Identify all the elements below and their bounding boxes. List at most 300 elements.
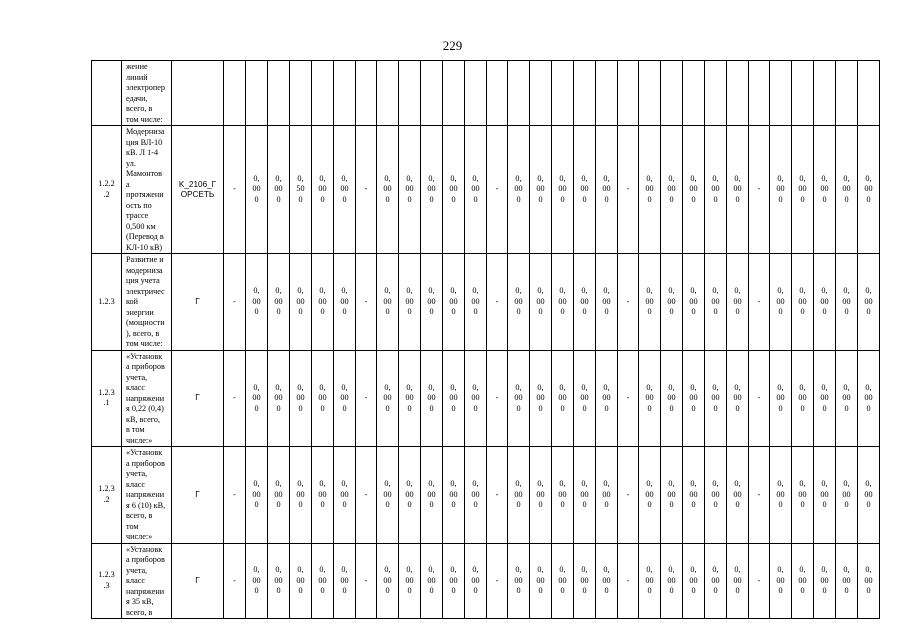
value-cell [770, 61, 792, 126]
value: 0, 00 0 [667, 565, 676, 595]
dash-cell: - [749, 254, 770, 351]
value: 0, 00 0 [318, 173, 327, 204]
value-cell [814, 350, 836, 447]
value: 0, 00 0 [842, 286, 851, 316]
value: 0, 00 0 [864, 382, 873, 413]
value-cell [639, 126, 661, 254]
value: 0, 00 0 [645, 286, 654, 316]
value-cell [552, 543, 574, 619]
value: 0, 00 0 [471, 479, 480, 509]
dash-cell: - [749, 350, 770, 447]
table-row [92, 447, 880, 544]
value-cell [574, 126, 596, 254]
value-cell [530, 61, 552, 126]
value: 0, 00 0 [427, 382, 436, 413]
value-cell [792, 126, 814, 254]
value-cell [836, 447, 858, 544]
value-cell [399, 254, 421, 351]
value-cell [552, 126, 574, 254]
dash-cell [749, 61, 770, 126]
dash-cell: - [749, 543, 770, 619]
row-description-cell [122, 350, 172, 447]
row-description: Развитие и модерниза ция учета электричес кой энергии (мощности ), всего, в том числе: [126, 255, 165, 348]
value-cell [443, 447, 465, 544]
value-cell [246, 61, 268, 126]
value: 0, 00 0 [536, 565, 545, 595]
value: 0, 00 0 [602, 565, 611, 595]
value: 0, 00 0 [798, 382, 807, 413]
dash-cell: - [487, 254, 508, 351]
value: 0, 00 0 [820, 382, 829, 413]
value-cell [377, 447, 399, 544]
value: 0, 00 0 [405, 286, 414, 316]
value-cell [312, 543, 334, 619]
value: 0, 00 0 [405, 382, 414, 413]
value-cell [246, 350, 268, 447]
investment-table-wrapper [91, 60, 880, 619]
value-cell [290, 447, 312, 544]
value: 0, 00 0 [645, 479, 654, 509]
value: 0, 00 0 [514, 565, 523, 595]
value: 0, 00 0 [318, 479, 327, 509]
value-cell [792, 543, 814, 619]
value: 0, 00 0 [842, 382, 851, 413]
value-cell [465, 126, 487, 254]
value: 0, 00 0 [383, 286, 392, 316]
dash-cell [487, 61, 508, 126]
value: 0, 00 0 [798, 565, 807, 595]
value: 0, 00 0 [383, 173, 392, 204]
dash-cell: - [356, 543, 377, 619]
value-cell [814, 61, 836, 126]
value-cell [596, 61, 618, 126]
value: 0, 00 0 [252, 565, 261, 595]
dash-cell: - [356, 350, 377, 447]
value: 0, 00 0 [798, 286, 807, 316]
value: 0, 00 0 [776, 382, 785, 413]
blank-dash-cell: - [224, 254, 246, 351]
value-cell [814, 254, 836, 351]
value-cell [552, 350, 574, 447]
row-description-cell [122, 126, 172, 254]
value: 0, 00 0 [798, 479, 807, 509]
value-cell [334, 61, 356, 126]
row-description: Модерниза ция ВЛ-10 кВ. Л 1-4 ул. Мамонтов а протяжени ость по трассе 0,500 км (Перевод в КЛ-10 кВ) [126, 127, 165, 252]
value-cell [727, 447, 749, 544]
value-cell [377, 61, 399, 126]
value-cell [574, 543, 596, 619]
value: 0, 00 0 [667, 479, 676, 509]
value-cell [705, 126, 727, 254]
page-number: 229 [442, 38, 463, 53]
value-cell [792, 254, 814, 351]
value: 0, 00 0 [536, 479, 545, 509]
value-cell [443, 350, 465, 447]
blank-dash-cell: - [224, 447, 246, 544]
value-cell [246, 254, 268, 351]
value: 0, 00 0 [471, 286, 480, 316]
dash-cell: - [618, 254, 639, 351]
value-cell [858, 61, 880, 126]
value: 0, 00 0 [820, 286, 829, 316]
value-cell [792, 447, 814, 544]
value: 0, 00 0 [340, 382, 349, 413]
value: 0, 00 0 [274, 173, 283, 204]
row-description-cell [122, 254, 172, 351]
value-cell [421, 543, 443, 619]
value: 0, 00 0 [471, 565, 480, 595]
row-description: «Установк а приборов учета, класс напряжени я 6 (10) кВ, всего, в том числе:» [126, 448, 166, 541]
value-cell [465, 254, 487, 351]
value-cell [312, 61, 334, 126]
value: 0, 00 0 [689, 382, 698, 413]
value: 0, 00 0 [864, 286, 873, 316]
value: 0, 00 0 [580, 382, 589, 413]
value-cell [639, 254, 661, 351]
value: 0, 00 0 [427, 173, 436, 204]
value-cell [312, 254, 334, 351]
value-cell [312, 350, 334, 447]
value-cell [530, 126, 552, 254]
value-cell [552, 254, 574, 351]
dash-cell: - [749, 447, 770, 544]
value-cell [596, 543, 618, 619]
value: 0, 00 0 [667, 382, 676, 413]
value: 0, 00 0 [427, 565, 436, 595]
value: 0, 00 0 [842, 565, 851, 595]
value: 0, 00 0 [842, 173, 851, 204]
value: 0, 00 0 [296, 479, 305, 509]
value-cell [246, 126, 268, 254]
row-index-cell: 1.2.2 .2 [92, 126, 122, 254]
value-cell [661, 254, 683, 351]
value-cell [377, 254, 399, 351]
value: 0, 00 0 [711, 479, 720, 509]
value-cell [399, 447, 421, 544]
value-cell [421, 254, 443, 351]
value-cell [508, 254, 530, 351]
value-cell [465, 350, 487, 447]
value: 0, 00 0 [711, 565, 720, 595]
value: 0, 00 0 [340, 286, 349, 316]
project-code-cell [172, 61, 224, 126]
value: 0, 00 0 [689, 479, 698, 509]
table-row [92, 254, 880, 351]
dash-cell: - [487, 447, 508, 544]
value: 0, 00 0 [558, 479, 567, 509]
value-cell [792, 61, 814, 126]
value-cell [574, 350, 596, 447]
value-cell [770, 126, 792, 254]
value-cell [268, 350, 290, 447]
value-cell [508, 447, 530, 544]
dash-cell: - [356, 447, 377, 544]
project-code-cell: Г [172, 350, 224, 447]
value-cell [770, 350, 792, 447]
value-cell [290, 350, 312, 447]
value: 0, 00 0 [689, 173, 698, 204]
table-row [92, 61, 880, 126]
value-cell [377, 126, 399, 254]
value: 0, 00 0 [602, 382, 611, 413]
value: 0, 00 0 [383, 479, 392, 509]
value-cell [727, 350, 749, 447]
value: 0, 00 0 [798, 173, 807, 204]
value: 0, 00 0 [776, 565, 785, 595]
value: 0, 00 0 [645, 173, 654, 204]
value-cell [268, 254, 290, 351]
value-cell [639, 447, 661, 544]
dash-cell: - [487, 543, 508, 619]
dash-cell: - [749, 126, 770, 254]
value-cell [399, 61, 421, 126]
row-description-cell [122, 543, 172, 619]
value-cell [268, 126, 290, 254]
value: 0, 00 0 [536, 173, 545, 204]
value: 0, 00 0 [558, 286, 567, 316]
value: 0, 00 0 [383, 382, 392, 413]
value: 0, 00 0 [274, 479, 283, 509]
blank-dash-cell: - [224, 543, 246, 619]
value-cell [814, 126, 836, 254]
row-index-cell: 1.2.3 .3 [92, 543, 122, 619]
value-cell [268, 447, 290, 544]
blank-dash-cell: - [224, 350, 246, 447]
value-cell [661, 126, 683, 254]
value-cell [858, 126, 880, 254]
value: 0, 00 0 [645, 382, 654, 413]
value: 0, 00 0 [296, 565, 305, 595]
value: 0, 00 0 [602, 286, 611, 316]
value-cell [443, 61, 465, 126]
value: 0, 00 0 [733, 565, 742, 595]
value-cell [399, 543, 421, 619]
value-cell [508, 543, 530, 619]
value: 0, 00 0 [820, 565, 829, 595]
value: 0, 00 0 [536, 382, 545, 413]
value: 0, 00 0 [405, 565, 414, 595]
project-code-cell: K_2106_Г ОРСЕТЬ [172, 126, 224, 254]
row-description: «Установк а приборов учета, класс напряжени я 0,22 (0,4) кВ, всего, в том числе:» [126, 351, 165, 445]
value-cell [683, 61, 705, 126]
value-cell [334, 254, 356, 351]
value-cell [727, 126, 749, 254]
value: 0, 00 0 [471, 173, 480, 204]
value: 0, 00 0 [776, 286, 785, 316]
dash-cell: - [618, 350, 639, 447]
value: 0, 00 0 [711, 173, 720, 204]
value-cell [268, 543, 290, 619]
value-cell [334, 126, 356, 254]
value: 0, 00 0 [667, 286, 676, 316]
value-cell [639, 61, 661, 126]
value-cell [661, 350, 683, 447]
value: 0, 00 0 [449, 286, 458, 316]
dash-cell: - [618, 447, 639, 544]
value: 0, 00 0 [318, 565, 327, 595]
table-body [92, 61, 880, 619]
project-code-cell: Г [172, 447, 224, 544]
value: 0, 00 0 [252, 173, 261, 204]
value-cell [421, 447, 443, 544]
value: 0, 00 0 [449, 565, 458, 595]
value-cell [574, 254, 596, 351]
row-description-cell [122, 447, 172, 544]
value-cell [596, 254, 618, 351]
value: 0, 00 0 [580, 286, 589, 316]
value: 0, 00 0 [252, 382, 261, 413]
value-cell [465, 543, 487, 619]
project-code-cell: Г [172, 254, 224, 351]
row-description: жение линий электропер едачи, всего, в том числе: [126, 62, 165, 124]
value-cell [246, 543, 268, 619]
value: 0, 00 0 [252, 286, 261, 316]
value: 0, 00 0 [318, 286, 327, 316]
value: 0, 00 0 [471, 382, 480, 413]
value-cell [770, 254, 792, 351]
value-cell [574, 61, 596, 126]
value: 0, 00 0 [820, 479, 829, 509]
value-cell [683, 254, 705, 351]
value: 0, 00 0 [733, 479, 742, 509]
value: 0, 00 0 [318, 382, 327, 413]
value-cell [530, 254, 552, 351]
value: 0, 00 0 [842, 479, 851, 509]
dash-cell: - [356, 126, 377, 254]
value: 0, 00 0 [514, 286, 523, 316]
value-cell [858, 447, 880, 544]
value-cell [727, 61, 749, 126]
dash-cell [356, 61, 377, 126]
value: 0, 00 0 [340, 479, 349, 509]
value-cell [508, 126, 530, 254]
value: 0, 00 0 [820, 173, 829, 204]
value: 0, 00 0 [733, 382, 742, 413]
value: 0, 00 0 [536, 286, 545, 316]
value-cell [814, 447, 836, 544]
value-cell [836, 543, 858, 619]
value: 0, 00 0 [711, 286, 720, 316]
value-cell [399, 126, 421, 254]
value: 0, 00 0 [602, 479, 611, 509]
dash-cell: - [618, 126, 639, 254]
value-cell [552, 61, 574, 126]
value-cell [312, 126, 334, 254]
value-cell [596, 350, 618, 447]
value: 0, 00 0 [689, 286, 698, 316]
value: 0, 00 0 [864, 479, 873, 509]
value: 0, 00 0 [864, 565, 873, 595]
value-cell [421, 350, 443, 447]
value-cell [770, 543, 792, 619]
value-cell [858, 350, 880, 447]
value-cell [814, 543, 836, 619]
value: 0, 00 0 [514, 382, 523, 413]
value-cell [661, 447, 683, 544]
value-cell [574, 447, 596, 544]
value-cell [508, 61, 530, 126]
value-cell [290, 126, 312, 254]
value-cell [334, 350, 356, 447]
value-cell [683, 126, 705, 254]
value-cell [705, 61, 727, 126]
value-cell [770, 447, 792, 544]
value: 0, 00 0 [427, 479, 436, 509]
value-cell [246, 447, 268, 544]
value-cell [268, 61, 290, 126]
value: 0, 00 0 [580, 565, 589, 595]
value: 0, 00 0 [580, 173, 589, 204]
value: 0, 00 0 [252, 479, 261, 509]
row-description: «Установк а приборов учета, класс напряжени я 35 кВ, всего, в [126, 544, 165, 617]
value: 0, 00 0 [558, 565, 567, 595]
value: 0, 00 0 [711, 382, 720, 413]
value-cell [683, 447, 705, 544]
value-cell [312, 447, 334, 544]
row-index-cell [92, 61, 122, 126]
value-cell [639, 543, 661, 619]
value-cell [530, 543, 552, 619]
value: 0, 00 0 [667, 173, 676, 204]
value: 0, 00 0 [689, 565, 698, 595]
value: 0, 50 0 [296, 173, 305, 204]
value: 0, 00 0 [776, 173, 785, 204]
row-index-cell: 1.2.3 .1 [92, 350, 122, 447]
value-cell [661, 543, 683, 619]
value-cell [836, 126, 858, 254]
dash-cell: - [487, 350, 508, 447]
value-cell [858, 543, 880, 619]
value-cell [290, 254, 312, 351]
value: 0, 00 0 [449, 382, 458, 413]
row-index-cell: 1.2.3 [92, 254, 122, 351]
value: 0, 00 0 [602, 173, 611, 204]
value-cell [858, 254, 880, 351]
value-cell [421, 61, 443, 126]
dash-cell: - [487, 126, 508, 254]
dash-cell [618, 61, 639, 126]
table-row [92, 126, 880, 254]
value-cell [705, 254, 727, 351]
value: 0, 00 0 [274, 565, 283, 595]
table-row [92, 350, 880, 447]
value: 0, 00 0 [274, 286, 283, 316]
value-cell [552, 447, 574, 544]
value: 0, 00 0 [580, 479, 589, 509]
value: 0, 00 0 [864, 173, 873, 204]
value-cell [377, 543, 399, 619]
value-cell [508, 350, 530, 447]
value-cell [596, 126, 618, 254]
value-cell [727, 543, 749, 619]
value-cell [705, 543, 727, 619]
value-cell [334, 543, 356, 619]
value-cell [836, 61, 858, 126]
value-cell [530, 447, 552, 544]
project-code-cell: Г [172, 543, 224, 619]
value: 0, 00 0 [296, 286, 305, 316]
value-cell [399, 350, 421, 447]
value-cell [639, 350, 661, 447]
value: 0, 00 0 [405, 173, 414, 204]
value: 0, 00 0 [449, 173, 458, 204]
value-cell [683, 543, 705, 619]
value: 0, 00 0 [449, 479, 458, 509]
value-cell [705, 350, 727, 447]
value-cell [661, 61, 683, 126]
value-cell [421, 126, 443, 254]
table-row [92, 543, 880, 619]
